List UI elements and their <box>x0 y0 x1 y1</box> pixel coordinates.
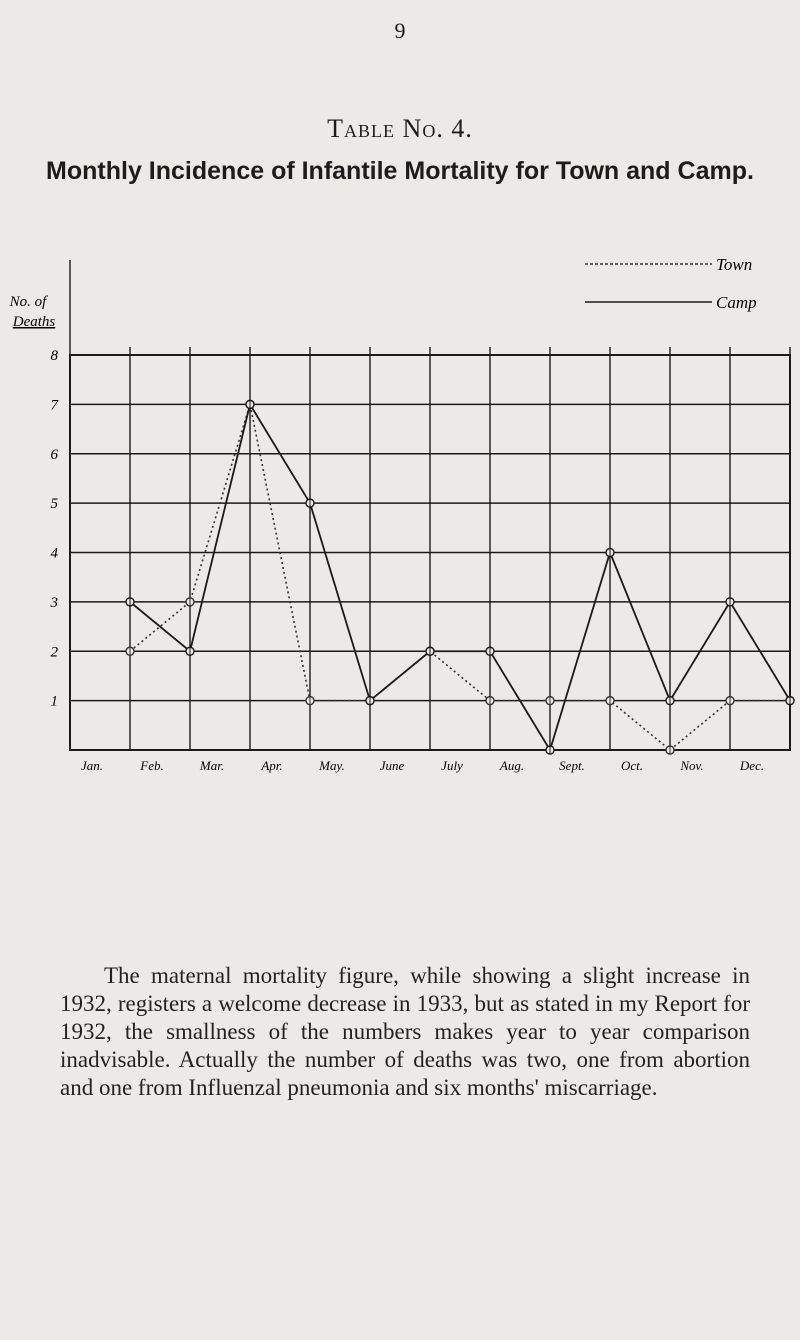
y-tick-label: 2 <box>50 644 58 661</box>
y-axis-title <box>9 294 56 330</box>
series-line-town <box>130 404 790 750</box>
y-tick-label: 1 <box>50 693 58 710</box>
infant-mortality-line-chart <box>0 250 800 810</box>
x-tick-label: Jan. <box>80 758 104 773</box>
page-number: 9 <box>394 18 406 43</box>
x-tick-label: Mar. <box>199 758 225 773</box>
series-line-camp <box>130 404 790 750</box>
x-tick-label: June <box>379 758 405 773</box>
x-tick-label: Aug. <box>499 758 525 773</box>
y-tick-label: 5 <box>50 496 58 513</box>
table-heading: Table No. 4. <box>327 114 473 143</box>
chart-grid <box>70 260 790 750</box>
legend-label-town: Town <box>716 255 753 274</box>
x-tick-label: May. <box>319 758 345 773</box>
y-axis-title-line-1: No. of <box>9 294 47 310</box>
x-tick-label: Oct. <box>620 758 644 773</box>
x-tick-label: Nov. <box>680 758 704 773</box>
x-tick-label: Dec. <box>739 758 765 773</box>
y-tick-label: 6 <box>50 446 58 463</box>
x-tick-label: Sept. <box>559 758 585 773</box>
legend-label-camp: Camp <box>716 293 757 312</box>
y-tick-label: 7 <box>50 397 58 414</box>
y-tick-label: 4 <box>50 545 58 562</box>
body-paragraph: The maternal mortality figure, while showing a slight increase in 1932, registers a welcome decrease in 1933, but as stated in my Report for 1932, the smallness of the numbers makes year to year comparison inadvisable. Actually the number of deaths was two, one from abortion and one from Influenzal pneumonia and six months' miscarriage. <box>60 963 750 1100</box>
chart-legend <box>585 255 757 312</box>
x-tick-label: Feb. <box>140 758 164 773</box>
chart-tick-labels <box>50 348 765 773</box>
y-tick-label: 3 <box>50 594 58 611</box>
y-axis-title-line-2: Deaths <box>12 314 56 330</box>
y-tick-label: 8 <box>50 348 58 364</box>
chart-title: Monthly Incidence of Infantile Mortality for Town and Camp. <box>46 157 754 185</box>
x-tick-label: July <box>441 758 463 773</box>
x-tick-label: Apr. <box>261 758 283 773</box>
